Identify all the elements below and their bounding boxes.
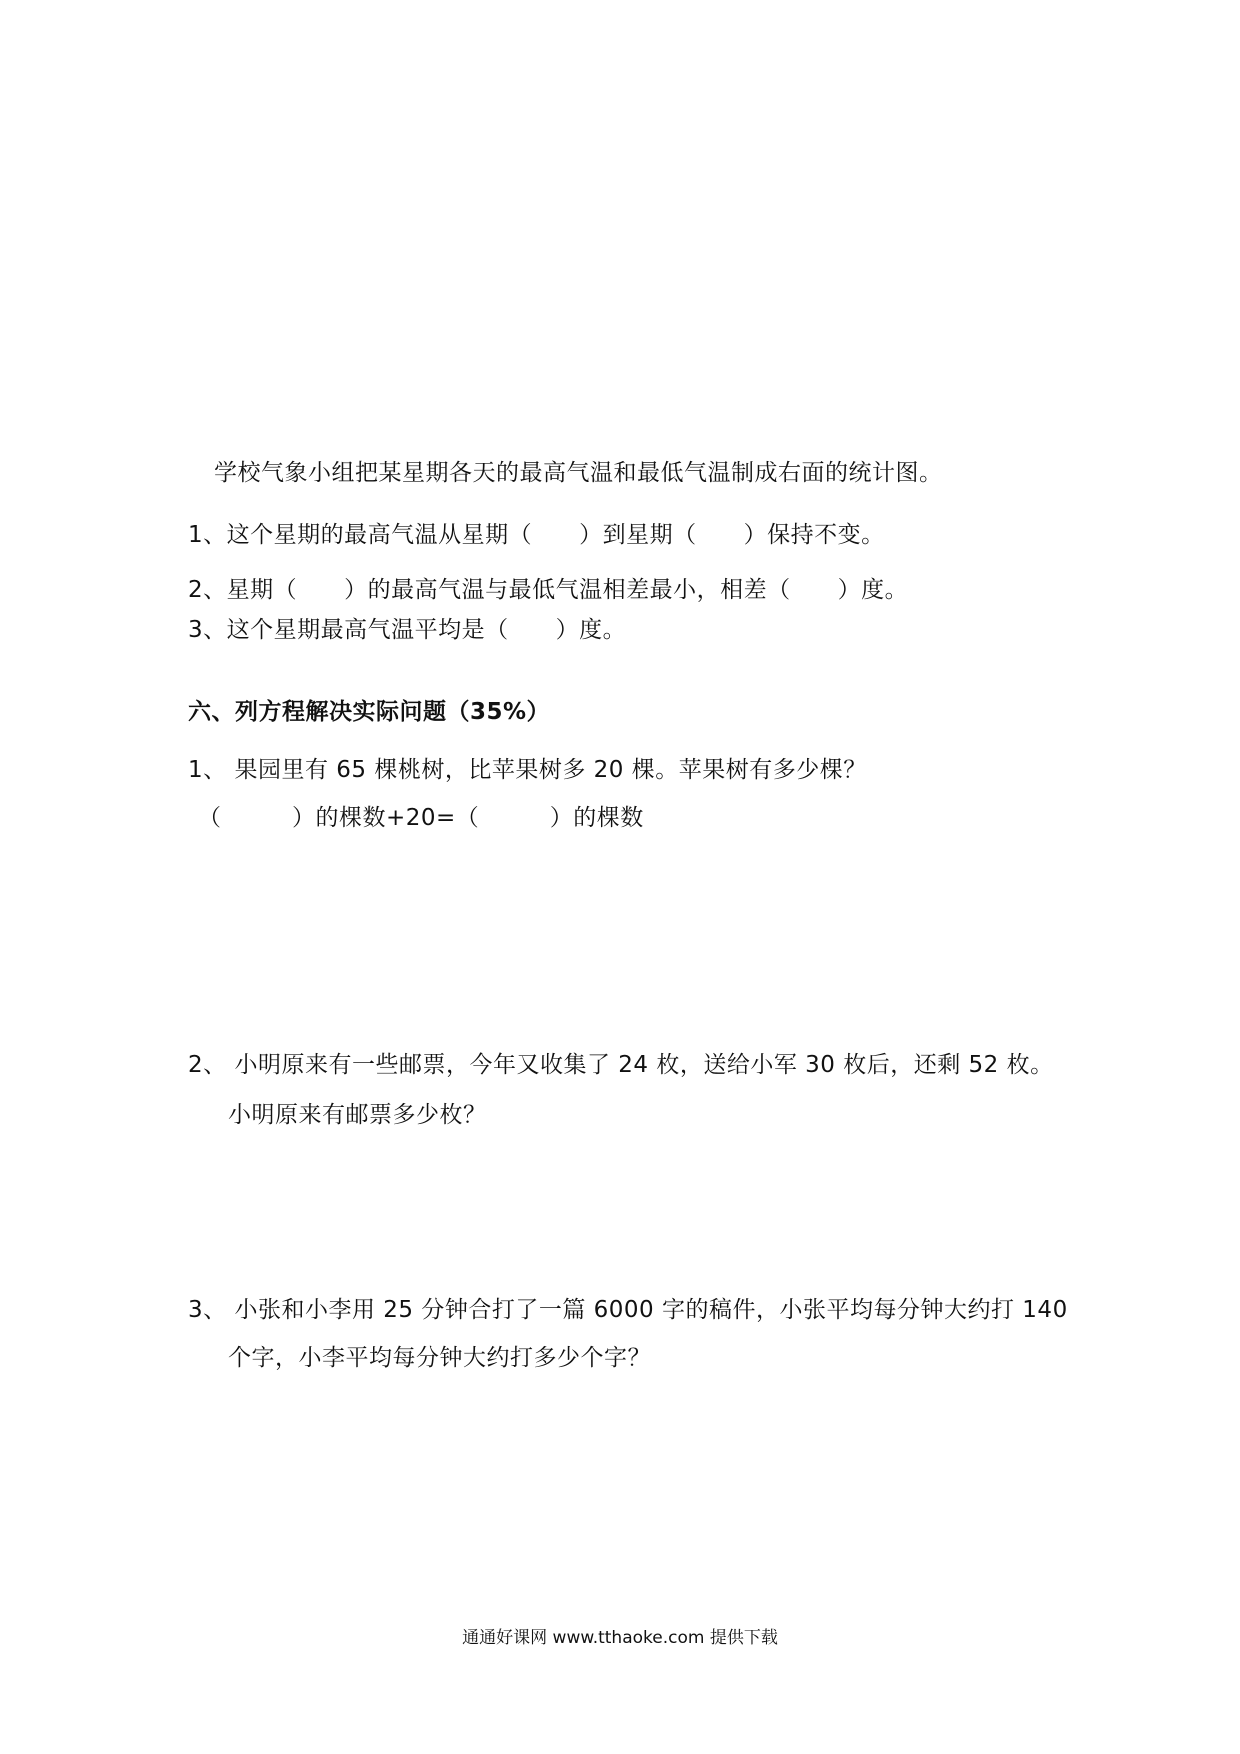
problem-3-line-2: 个字，小李平均每分钟大约打多少个字？ <box>228 1345 651 1371</box>
problem-2-line-1: 2、 小明原来有一些邮票，今年又收集了 24 枚，送给小军 30 枚后，还剩 52 枚。 <box>188 1052 1054 1078</box>
section6-heading: 六、列方程解决实际问题（35%） <box>188 699 551 725</box>
problem-1-text: 1、 果园里有 65 棵桃树，比苹果树多 20 棵。苹果树有多少棵？ <box>188 757 867 783</box>
problem-3-line-1: 3、 小张和小李用 25 分钟合打了一篇 6000 字的稿件，小张平均每分钟大约打 140 <box>188 1297 1068 1323</box>
problem-2-line-2: 小明原来有邮票多少枚？ <box>228 1102 487 1128</box>
footer-credit: 通通好课网 www.tthaoke.com 提供下载 <box>462 1628 778 1648</box>
section5-intro: 学校气象小组把某星期各天的最高气温和最低气温制成右面的统计图。 <box>214 460 943 486</box>
section5-question-2: 2、星期（ ）的最高气温与最低气温相差最小，相差（ ）度。 <box>188 577 909 603</box>
section5-question-3: 3、这个星期最高气温平均是（ ）度。 <box>188 617 627 643</box>
problem-1-equation: （ ）的棵数+20=（ ）的棵数 <box>198 805 644 831</box>
section5-question-1: 1、这个星期的最高气温从星期（ ）到星期（ ）保持不变。 <box>188 522 885 548</box>
